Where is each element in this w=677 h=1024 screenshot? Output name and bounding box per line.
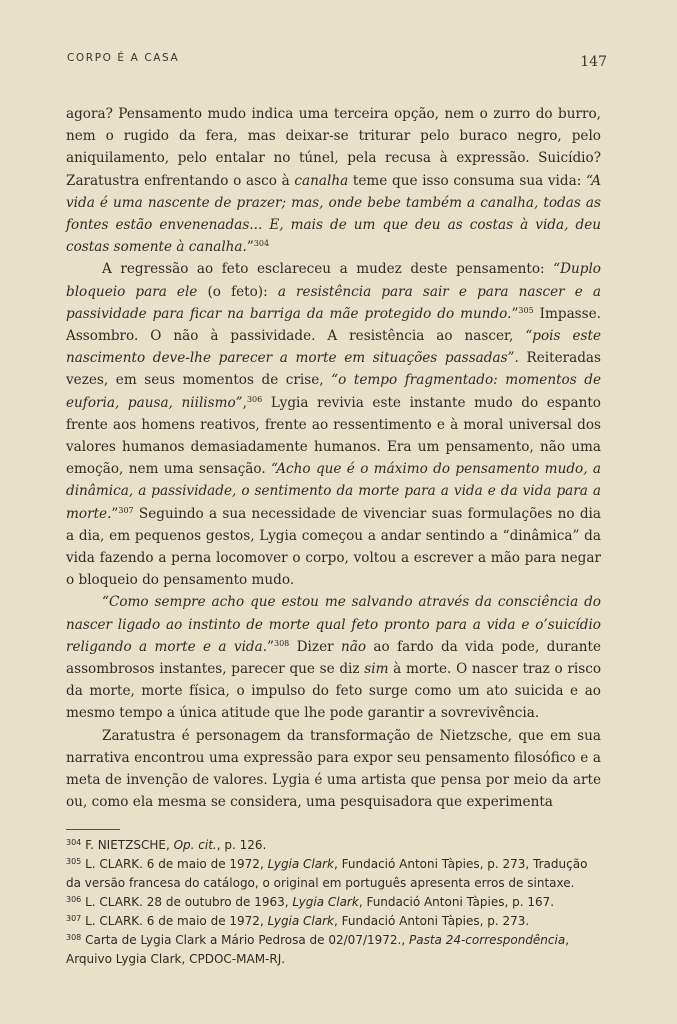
footnote xyxy=(66,912,601,931)
paragraph-2 xyxy=(66,258,601,591)
italic-run: canalha xyxy=(294,172,349,189)
footnote-ref: 304 xyxy=(253,239,270,249)
quotation: “Como sempre acho que estou me salvando através da consciência do nascer ligado ao instinto de morte qual feto pronto para a vida e o’suicídio religando a morte e a vida. xyxy=(66,594,601,655)
text-run: Impasse. Assombro. O não à passividade. A resistência ao nascer, xyxy=(66,305,601,345)
quotation: “o tempo fragmentado: momentos de euforia, pausa, niilismo” xyxy=(66,372,601,411)
footnotes xyxy=(66,836,601,969)
footnote-ref: 307 xyxy=(118,505,134,515)
footnote-text: F. NIETZSCHE, xyxy=(81,838,174,852)
footnote xyxy=(66,855,601,893)
quotation: “pois este nascimento deve-lhe parecer a morte em situações passadas” xyxy=(66,328,601,367)
text-run: ao fardo da vida pode, durante assombrosos instantes, parecer que se diz xyxy=(66,638,601,678)
footnote-number: 308 xyxy=(66,933,82,942)
text-run: Lygia revivia este instante mudo do espanto frente aos homens reativos, frente ao ressentimento e à moral universal dos valores humanos demasiadamente humanos. Era um pensamento, não uma emoção, nem uma sensação. xyxy=(66,394,601,478)
paragraph-3 xyxy=(66,591,601,724)
text-run: ” xyxy=(511,305,519,322)
italic-run: sim xyxy=(364,661,389,678)
text-run: , xyxy=(242,394,247,411)
quotation: “Duplo bloqueio para ele xyxy=(66,261,601,300)
running-header xyxy=(67,50,607,72)
text-run: Zaratustra é personagem da transformação de Nietzsche, que em sua narrativa encontrou uma expressão para expor seu pensamento filosófico e a meta de invenção de valores. Lygia é uma artista que pensa por meio da arte ou, como ela mesma se considera, uma pesquisadora que experimenta xyxy=(66,727,601,811)
footnote-ref: 305 xyxy=(518,305,534,315)
text-run: . Reiteradas vezes, em seus momentos de crise, xyxy=(66,350,601,389)
text-run: à morte. O nascer traz o risco da morte, morte física, o impulso do feto surge como um ato suicida e ao mesmo tempo a única atitude que lhe pode garantir a sovrevivência. xyxy=(66,661,602,722)
footnote-ref: 308 xyxy=(274,638,290,648)
footnote-text: L. CLARK. 6 de maio de 1972, xyxy=(81,914,268,928)
quotation: “A vida é uma nascente de prazer; mas, onde bebe também a canalha, todas as fontes estão envenenadas... E, mais de um que deu as costas à vida, deu costas somente à canalha. xyxy=(66,172,602,256)
quotation: “Acho que é o máximo do pensamento mudo, a dinâmica, a passividade, o sentimento da morte para a vida e da vida para a morte. xyxy=(66,461,601,522)
text-run: Seguindo a sua necessidade de vivenciar suas formulações no dia a dia, em pequenos gestos, Lygia começou a andar sentindo a “dinâmica” da vida fazendo a perna locomover o corpo, voltou a escrever a mão para negar o bloqueio do pensamento mudo. xyxy=(66,505,601,589)
footnote xyxy=(66,836,601,855)
footnote xyxy=(66,931,601,969)
footnote-text: , Fundació Antoni Tàpies, p. 167. xyxy=(358,895,555,909)
footnote-ref: 306 xyxy=(246,394,263,404)
footnote-text: L. CLARK. 6 de maio de 1972, xyxy=(81,857,268,871)
text-run: teme que isso consuma sua vida: xyxy=(348,172,586,189)
footnote-text: Carta de Lygia Clark a Mário Pedrosa de 02/07/1972., xyxy=(81,933,409,947)
running-title: CORPO É A CASA xyxy=(67,52,180,64)
footnote-italic: Lygia Clark xyxy=(267,914,335,928)
text-run: A regressão ao feto esclareceu a mudez deste pensamento: xyxy=(102,261,554,278)
text-run: ” xyxy=(246,239,254,256)
footnote-text: L. CLARK. 28 de outubro de 1963, xyxy=(81,895,293,909)
footnote-number: 307 xyxy=(66,914,82,923)
footnote-text: , p. 126. xyxy=(216,838,267,852)
footnote-italic: Lygia Clark xyxy=(267,857,335,871)
paragraph-4 xyxy=(66,725,601,814)
text-run: agora? Pensamento mudo indica uma terceira opção, nem o zurro do burro, nem o rugido da fera, mas deixar-se triturar pelo buraco negro, pelo aniquilamento, pelo entalar no túnel, pela recusa à expressão. Suicídio? Zaratustra enfrentando o asco à xyxy=(66,106,601,189)
footnote-number: 305 xyxy=(66,857,82,866)
italic-run: não xyxy=(340,638,367,655)
footnote-number: 306 xyxy=(66,895,82,904)
footnote-number: 304 xyxy=(66,838,82,847)
footnote-italic: Pasta 24-correspondência xyxy=(408,933,566,947)
main-text xyxy=(66,103,601,814)
text-run: Dizer xyxy=(289,638,341,655)
text-run: ” xyxy=(267,638,274,655)
footnote-italic: Lygia Clark xyxy=(292,895,359,909)
page-number: 147 xyxy=(580,54,607,70)
text-run: ” xyxy=(111,505,119,522)
text-run: (o feto): xyxy=(197,283,278,300)
quotation: a resistência para sair e para nascer e a passividade para ficar na barriga da mãe protegido do mundo. xyxy=(66,283,601,322)
footnote xyxy=(66,893,601,912)
footnote-italic: Op. cit. xyxy=(173,838,217,852)
footnote-divider xyxy=(66,829,120,830)
footnote-text: , Arquivo Lygia Clark, CPDOC-MAM-RJ. xyxy=(66,933,570,966)
footnote-text: , Fundació Antoni Tàpies, p. 273. xyxy=(334,914,530,928)
footnote-text: , Fundació Antoni Tàpies, p. 273, Tradução da versão francesa do catálogo, o original em português apresenta erros de sintaxe. xyxy=(66,857,588,890)
paragraph-1 xyxy=(66,103,601,258)
